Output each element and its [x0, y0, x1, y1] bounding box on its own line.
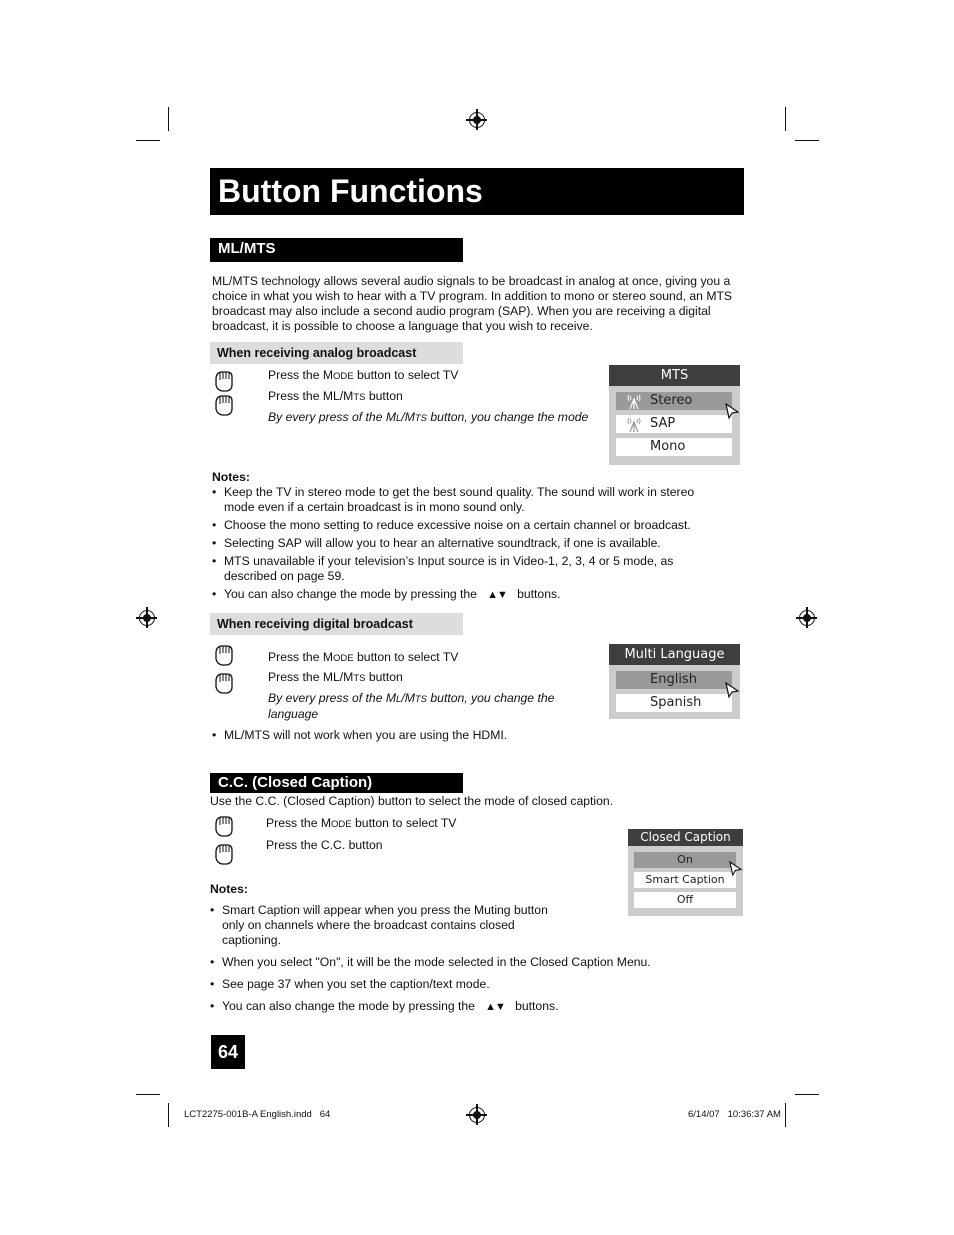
pointer-cursor-icon: [725, 403, 739, 419]
mts-option-stereo[interactable]: Stereo: [616, 392, 732, 410]
digital-step-mlmts: Press the ML/MTS button: [268, 670, 403, 684]
digital-step-change-language: By every press of the ML/MTS button, you change the language: [268, 691, 555, 721]
section-heading-mlmts: ML/MTS: [210, 238, 463, 262]
crop-mark: [136, 140, 160, 141]
page-number: 64: [211, 1035, 245, 1069]
multi-language-menu: [609, 644, 740, 719]
crop-mark: [785, 107, 786, 131]
registration-mark-icon: [469, 1107, 485, 1123]
mts-menu: [609, 365, 740, 465]
digital-step-mode: Press the MODE button to select TV: [268, 650, 459, 664]
cc-step-mode: Press the MODE button to select TV: [266, 816, 457, 830]
analog-step-mode: Press the MODE button to select TV: [268, 368, 459, 382]
section-heading-cc: C.C. (Closed Caption): [210, 773, 463, 793]
cc-step-cc-button: Press the C.C. button: [266, 838, 383, 852]
note-item: • MTS unavailable if your television’s Input source is in Video-1, 2, 3, 4 or 5 mode, as described on page 59.: [212, 554, 722, 584]
crop-mark: [168, 1103, 169, 1127]
registration-mark-icon: [469, 112, 485, 128]
analog-step-mlmts: Press the ML/MTS button: [268, 389, 403, 403]
cc-intro: Use the C.C. (Closed Caption) button to select the mode of closed caption.: [210, 794, 614, 808]
crop-mark: [168, 107, 169, 131]
footer-file-name: LCT2275-001B-A English.indd 64: [184, 1109, 331, 1120]
notes-heading: Notes:: [212, 470, 250, 484]
registration-mark-icon: [139, 610, 155, 626]
cc-notes-heading: Notes:: [210, 882, 248, 896]
antenna-icon: [626, 393, 642, 409]
language-option-spanish[interactable]: Spanish: [616, 694, 732, 712]
antenna-icon: [626, 416, 642, 432]
mts-option-mono[interactable]: Mono: [616, 438, 732, 456]
footer-timestamp: 6/14/07 10:36:37 AM: [688, 1109, 781, 1120]
crop-mark: [795, 140, 819, 141]
remote-hand-icon: [213, 842, 235, 866]
closed-caption-menu: [628, 829, 743, 916]
crop-mark: [795, 1094, 819, 1095]
note-item: • You can also change the mode by pressing the ▲▼ buttons.: [210, 999, 730, 1015]
remote-hand-icon: [213, 814, 235, 838]
remote-hand-icon: [213, 671, 235, 695]
note-item: • Keep the TV in stereo mode to get the best sound quality. The sound will work in stereo mode even if a certain broadcast is in mono sound only.: [212, 485, 722, 515]
up-down-arrows-icon: ▲▼: [485, 1001, 505, 1013]
cc-option-off[interactable]: Off: [634, 892, 736, 908]
language-option-english[interactable]: English: [616, 671, 732, 689]
remote-hand-icon: [213, 393, 235, 417]
note-item: • Choose the mono setting to reduce excessive noise on a certain channel or broadcast.: [212, 518, 722, 533]
note-item: • See page 37 when you set the caption/text mode.: [210, 977, 730, 992]
up-down-arrows-icon: ▲▼: [487, 589, 507, 601]
cc-option-on[interactable]: On: [634, 852, 736, 868]
crop-mark: [136, 1094, 160, 1095]
subheading-analog: When receiving analog broadcast: [210, 342, 463, 364]
mlmts-intro: ML/MTS technology allows several audio signals to be broadcast in analog at once, giving you a choice in what you wish to hear with a TV program. In addition to mono or stereo sound, an MTS broadcast may also include a second audio program (SAP). When you are receiving a digital broadcast, it is possible to choose a language that you wish to receive.: [212, 274, 733, 333]
pointer-cursor-icon: [729, 861, 742, 876]
cc-notes-list-top: [210, 903, 570, 951]
crop-mark: [785, 1103, 786, 1127]
subheading-digital: When receiving digital broadcast: [210, 613, 463, 635]
note-item: • Selecting SAP will allow you to hear an alternative soundtrack, if one is available.: [212, 536, 722, 551]
note-item: • ML/MTS will not work when you are using the HDMI.: [212, 728, 612, 743]
analog-step-change-mode: By every press of the ML/MTS button, you change the mode: [268, 410, 589, 424]
cc-option-smart-caption[interactable]: Smart Caption: [634, 872, 736, 888]
remote-hand-icon: [213, 643, 235, 667]
cc-notes-list: [210, 955, 730, 1018]
mts-menu-header: MTS: [609, 365, 740, 386]
registration-mark-icon: [799, 610, 815, 626]
remote-hand-icon: [213, 369, 235, 393]
note-item: • When you select "On", it will be the mode selected in the Closed Caption Menu.: [210, 955, 730, 970]
note-item: • Smart Caption will appear when you press the Muting button only on channels where the broadcast contains closed captioning.: [210, 903, 570, 948]
multi-language-menu-header: Multi Language: [609, 644, 740, 665]
pointer-cursor-icon: [725, 682, 739, 698]
mts-option-sap[interactable]: SAP: [616, 415, 732, 433]
page-title: Button Functions: [210, 168, 744, 215]
notes-list: [212, 485, 722, 606]
digital-note-list: [212, 728, 612, 746]
closed-caption-menu-header: Closed Caption: [628, 829, 743, 846]
note-item: • You can also change the mode by pressing the ▲▼ buttons.: [212, 587, 722, 603]
